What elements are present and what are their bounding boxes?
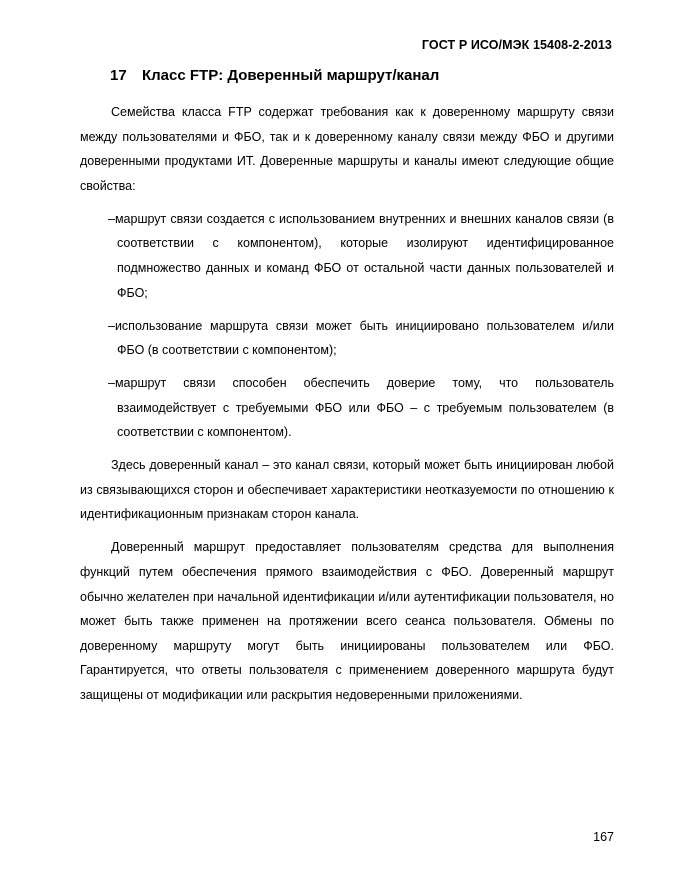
trusted-channel-paragraph: Здесь доверенный канал – это канал связи, который может быть инициирован любой из связывающихся сторон и обеспечивает характеристики неотказуемости по отношению к идентификационным признакам сторон канала. (80, 458, 614, 522)
section-title-text: Класс FTP: Доверенный маршрут/канал (142, 67, 440, 84)
property-item: –использование маршрута связи может быть инициировано пользователем и/или ФБО (в соответствии с компонентом); (108, 318, 614, 358)
section-heading (110, 67, 439, 84)
property-item: –маршрут связи создается с использованием внутренних и внешних каналов связи (в соответствии с компонентом), которые изолируют идентифицированное подмножество данных и команд ФБО от остальной части данных пользователей и ФБО; (108, 211, 614, 300)
intro-paragraph: Семейства класса FTP содержат требования как к доверенному маршруту связи между пользователями и ФБО, так и к доверенному каналу связи между ФБО и другими доверенными продуктами ИТ. Доверенные маршруты и каналы имеют следующие общие свойства: (80, 105, 614, 193)
property-item: –маршрут связи способен обеспечить доверие тому, что пользователь взаимодействует с требуемыми ФБО или ФБО – с требуемым пользователем (в соответствии с компонентом). (108, 376, 614, 440)
document-header: ГОСТ Р ИСО/МЭК 15408-2-2013 (421, 38, 612, 52)
document-body (80, 100, 614, 716)
section-number: 17 (110, 67, 127, 84)
trusted-path-paragraph: Доверенный маршрут предоставляет пользователям средства для выполнения функций путем обеспечения прямого взаимодействия с ФБО. Доверенный маршрут обычно желателен при начальной идентификации и/или аутентификации пользователя, но может быть также применен на протяжении всего сеанса пользователя. Обмены по доверенному маршруту могут быть инициированы пользователем или ФБО. Гарантируется, что ответы пользователя с применением доверенного маршрута будут защищены от модификации или раскрытия недоверенными приложениями. (80, 540, 614, 703)
page-number: 167 (593, 830, 614, 844)
